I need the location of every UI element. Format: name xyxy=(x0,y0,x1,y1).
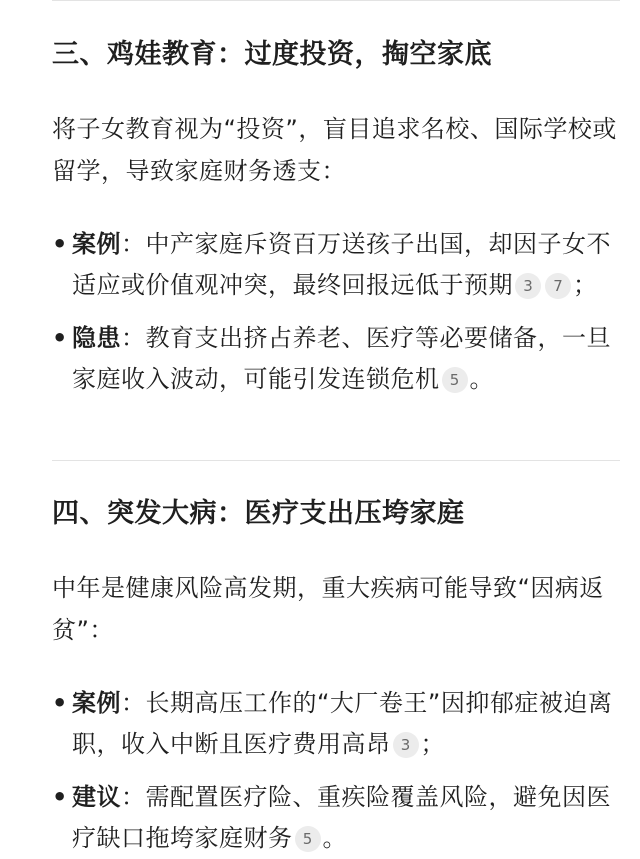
bullet-text: ：长期高压工作的“大厂卷王”因抑郁症被迫离职，收入中断且医疗费用高昂 xyxy=(72,689,613,758)
citation-badge[interactable]: 3 xyxy=(515,273,541,299)
bullet-dot: • xyxy=(52,689,68,717)
bullet-text: ：教育支出挤占养老、医疗等必要储备，一旦家庭收入波动，可能引发连锁危机 xyxy=(72,324,611,393)
bullet-item-advice xyxy=(52,777,620,859)
section-intro: 中年是健康风险高发期，重大疾病可能导致“因病返贫”： xyxy=(52,574,604,644)
citation-badge[interactable]: 5 xyxy=(442,367,468,393)
bullet-label: 案例 xyxy=(72,689,121,717)
section-heading: 三、鸡娃教育：过度投资，掏空家底 xyxy=(52,39,492,70)
citation-badge[interactable]: 7 xyxy=(545,273,571,299)
section-divider xyxy=(52,460,620,461)
bullet-end: ； xyxy=(420,730,445,758)
section-education xyxy=(52,38,620,400)
bullet-item-risk xyxy=(52,318,620,400)
bullet-text: ：需配置医疗险、重疾险覆盖风险，避免因医疗缺口拖垮家庭财务 xyxy=(72,783,611,852)
section-illness xyxy=(52,497,620,859)
bullet-text: ：中产家庭斥资百万送孩子出国，却因子女不适应或价值观冲突，最终回报远低于预期 xyxy=(72,230,611,299)
bullet-dot: • xyxy=(52,324,68,352)
bullet-item-case xyxy=(52,683,620,765)
bullet-item-case xyxy=(52,224,620,306)
bullet-end: 。 xyxy=(322,824,347,852)
bullet-dot: • xyxy=(52,230,68,258)
bullet-dot: • xyxy=(52,783,68,811)
section-intro: 将子女教育视为“投资”，盲目追求名校、国际学校或留学，导致家庭财务透支： xyxy=(52,115,617,185)
bullet-end: ； xyxy=(573,271,598,299)
section-heading: 四、突发大病：医疗支出压垮家庭 xyxy=(52,498,465,529)
bullet-label: 案例 xyxy=(72,230,121,258)
citation-badge[interactable]: 3 xyxy=(393,732,419,758)
top-divider xyxy=(52,0,620,1)
bullet-label: 隐患 xyxy=(72,324,121,352)
citation-badge[interactable]: 5 xyxy=(295,826,321,852)
bullet-label: 建议 xyxy=(72,783,121,811)
bullet-end: 。 xyxy=(469,365,494,393)
